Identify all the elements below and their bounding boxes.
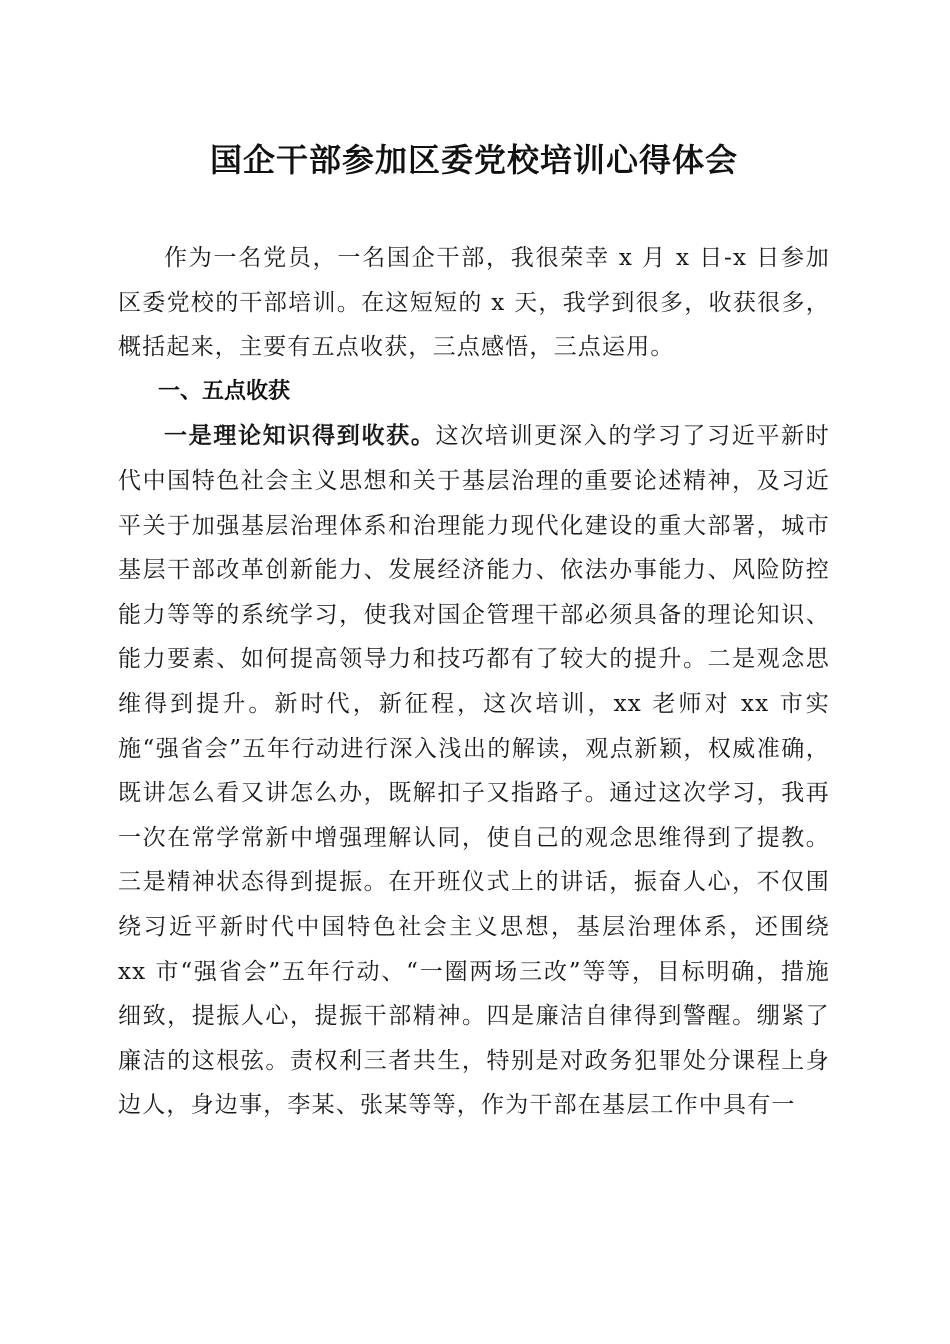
intro-paragraph: 作为一名党员，一名国企干部，我很荣幸 x 月 x 日-x 日参加区委党校的干部培训。在这短短的 x 天，我学到很多，收获很多，概括起来，主要有五点收获，三点感悟，三点运用。	[118, 245, 830, 361]
document-title: 国企干部参加区委党校培训心得体会	[209, 141, 738, 179]
section-heading: 一、五点收获	[158, 378, 291, 404]
paragraph-lead: 一是理论知识得到收获。	[164, 422, 436, 450]
document-page	[118, 130, 830, 1128]
paragraph-body: 这次培训更深入的学习了习近平新时代中国特色社会主义思想和关于基层治理的重要论述精神，及习近平关于加强基层治理体系和治理能力现代化建设的重大部署，城市基层干部改革创新能力、发展经济能力、依法办事能力、风险防控能力等等的系统学习，使我对国企管理干部必须具备的理论知识、能力要素、如何提高领导力和技巧都有了较大的提升。二是观念思维得到提升。新时代，新征程，这次培训，xx 老师对 xx 市实施“强省会”五年行动进行深入浅出的解读，观点新颖，权威准确，既讲怎么看又讲怎么办，既解扣子又指路子。通过这次学习，我再一次在常学常新中增强理解认同，使自己的观念思维得到了提教。三是精神状态得到提振。在开班仪式上的讲话，振奋人心，不仅围绕习近平新时代中国特色社会主义思想，基层治理体系，还围绕 xx 市“强省会”五年行动、“一圈两场三改”等等，目标明确，措施细致，提振人心，提振干部精神。四是廉洁自律得到警醒。绷紧了廉洁的这根弦。责权利三者共生，特别是对政务犯罪处分课程上身边人，身边事，李某、张某等等，作为干部在基层工作中具有一	[118, 423, 830, 1119]
body-paragraph	[118, 414, 830, 1128]
